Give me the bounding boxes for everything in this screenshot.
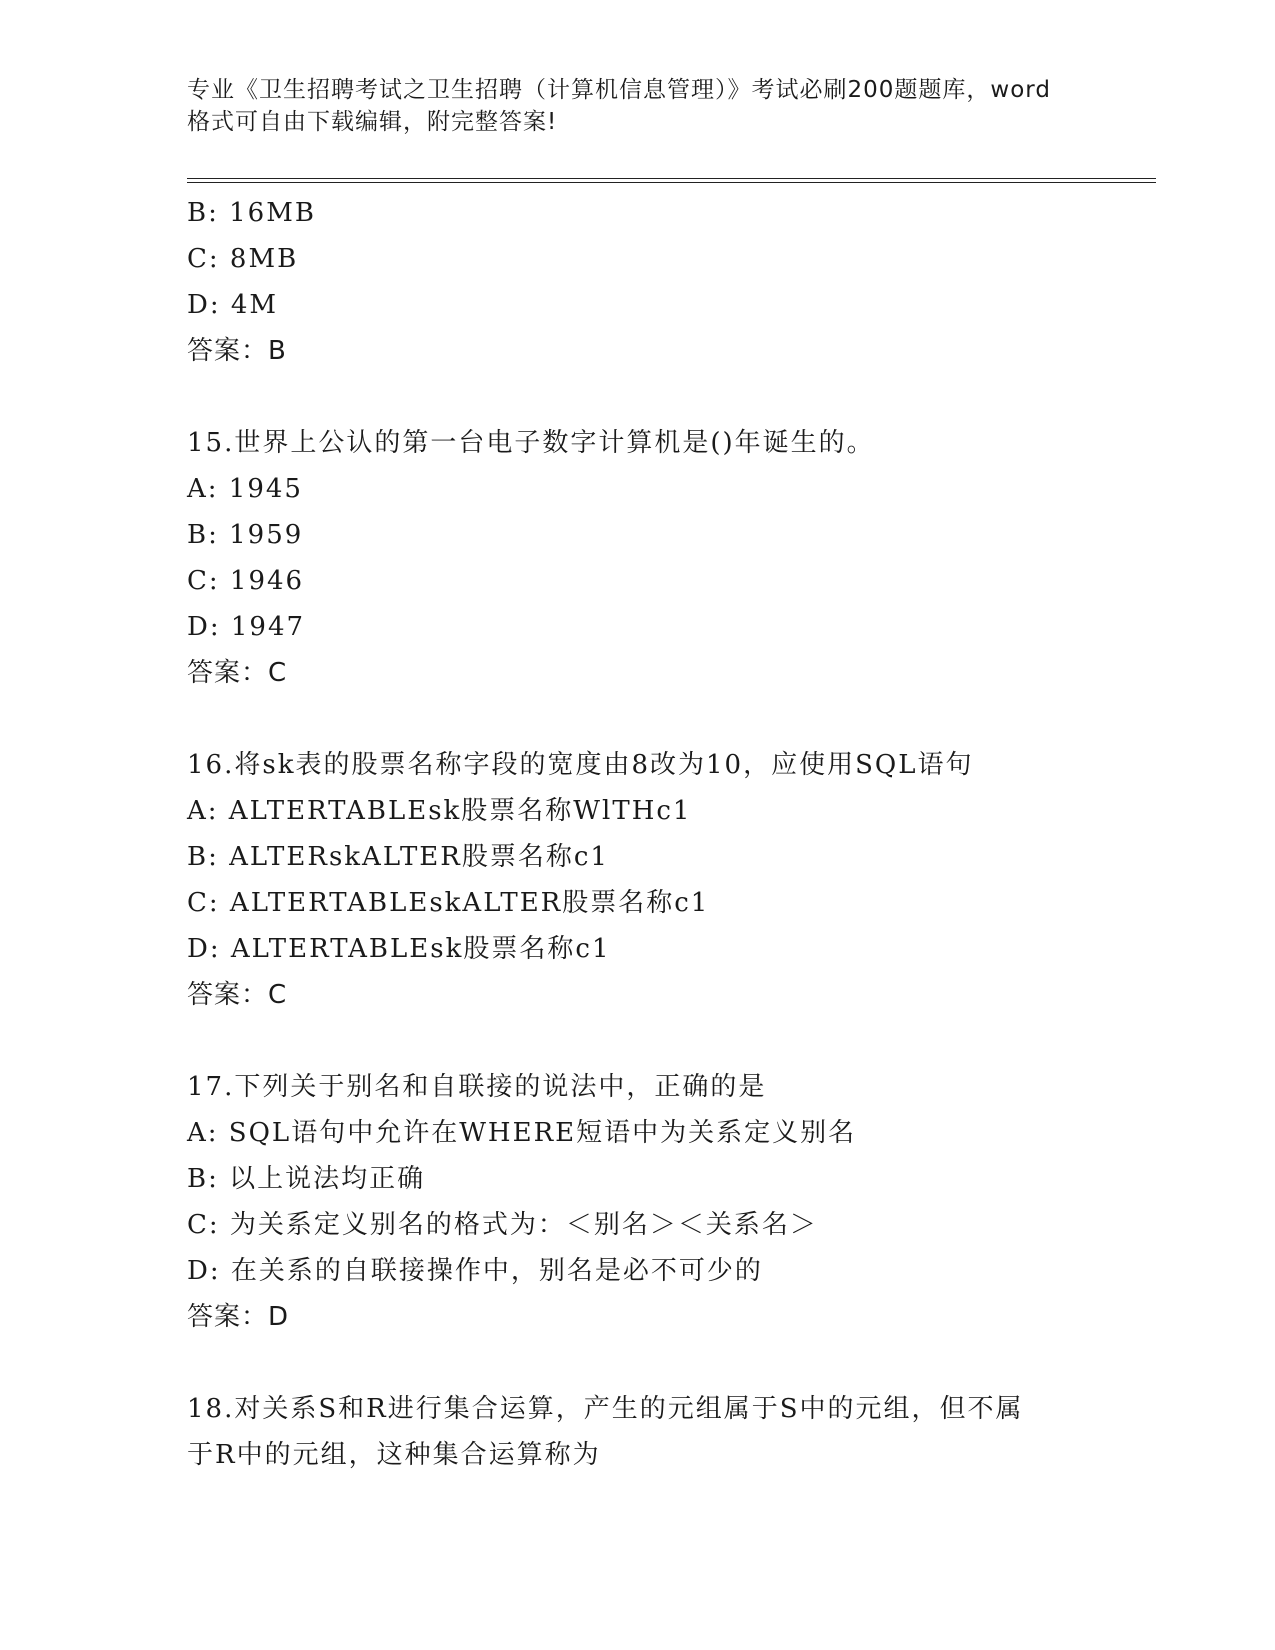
question-15-block bbox=[187, 420, 1087, 696]
answer-line: 答案：C bbox=[187, 980, 288, 1010]
answer-line: 答案：C bbox=[187, 658, 288, 688]
option-a: A: ALTERTABLEsk股票名称WlTHc1 bbox=[187, 796, 692, 826]
option-a: A: SQL语句中允许在WHERE短语中为关系定义别名 bbox=[187, 1118, 857, 1148]
question-text-line-1: 18.对关系S和R进行集合运算，产生的元组属于S中的元组，但不属 bbox=[187, 1394, 1024, 1424]
option-d: D: 1947 bbox=[187, 612, 306, 642]
option-a: A: 1945 bbox=[187, 474, 303, 504]
question-text: 15.世界上公认的第一台电子数字计算机是()年诞生的。 bbox=[187, 428, 875, 458]
option-d: D: 4M bbox=[187, 290, 279, 320]
question-17-block bbox=[187, 1064, 1087, 1340]
spacer bbox=[187, 1018, 1087, 1064]
option-c: C: 1946 bbox=[187, 566, 305, 596]
question-18-block bbox=[187, 1386, 1087, 1478]
question-text-line-2: 于R中的元组，这种集合运算称为 bbox=[187, 1440, 601, 1470]
option-c: C: 为关系定义别名的格式为：＜别名＞＜关系名＞ bbox=[187, 1210, 818, 1240]
document-header bbox=[187, 74, 1087, 138]
option-b: B: ALTERskALTER股票名称c1 bbox=[187, 842, 609, 872]
document-body bbox=[187, 190, 1087, 1478]
spacer bbox=[187, 696, 1087, 742]
question-text: 17.下列关于别名和自联接的说法中，正确的是 bbox=[187, 1072, 767, 1102]
spacer bbox=[187, 374, 1087, 420]
question-14-block bbox=[187, 190, 1087, 374]
option-b: B: 1959 bbox=[187, 520, 304, 550]
spacer bbox=[187, 1340, 1087, 1386]
option-d: D: ALTERTABLEsk股票名称c1 bbox=[187, 934, 611, 964]
question-text: 16.将sk表的股票名称字段的宽度由8改为10，应使用SQL语句 bbox=[187, 750, 974, 780]
answer-line: 答案：D bbox=[187, 1302, 290, 1332]
option-d: D: 在关系的自联接操作中，别名是必不可少的 bbox=[187, 1256, 763, 1286]
header-line-2: 格式可自由下载编辑，附完整答案! bbox=[187, 109, 558, 135]
answer-line: 答案：B bbox=[187, 336, 287, 366]
option-c: C: ALTERTABLEskALTER股票名称c1 bbox=[187, 888, 710, 918]
option-b: B: 以上说法均正确 bbox=[187, 1164, 426, 1194]
option-b: B: 16MB bbox=[187, 198, 316, 228]
header-double-rule bbox=[187, 178, 1156, 183]
question-16-block bbox=[187, 742, 1087, 1018]
option-c: C: 8MB bbox=[187, 244, 299, 274]
header-line-1: 专业《卫生招聘考试之卫生招聘（计算机信息管理）》考试必刷200题题库，word bbox=[187, 77, 1051, 103]
